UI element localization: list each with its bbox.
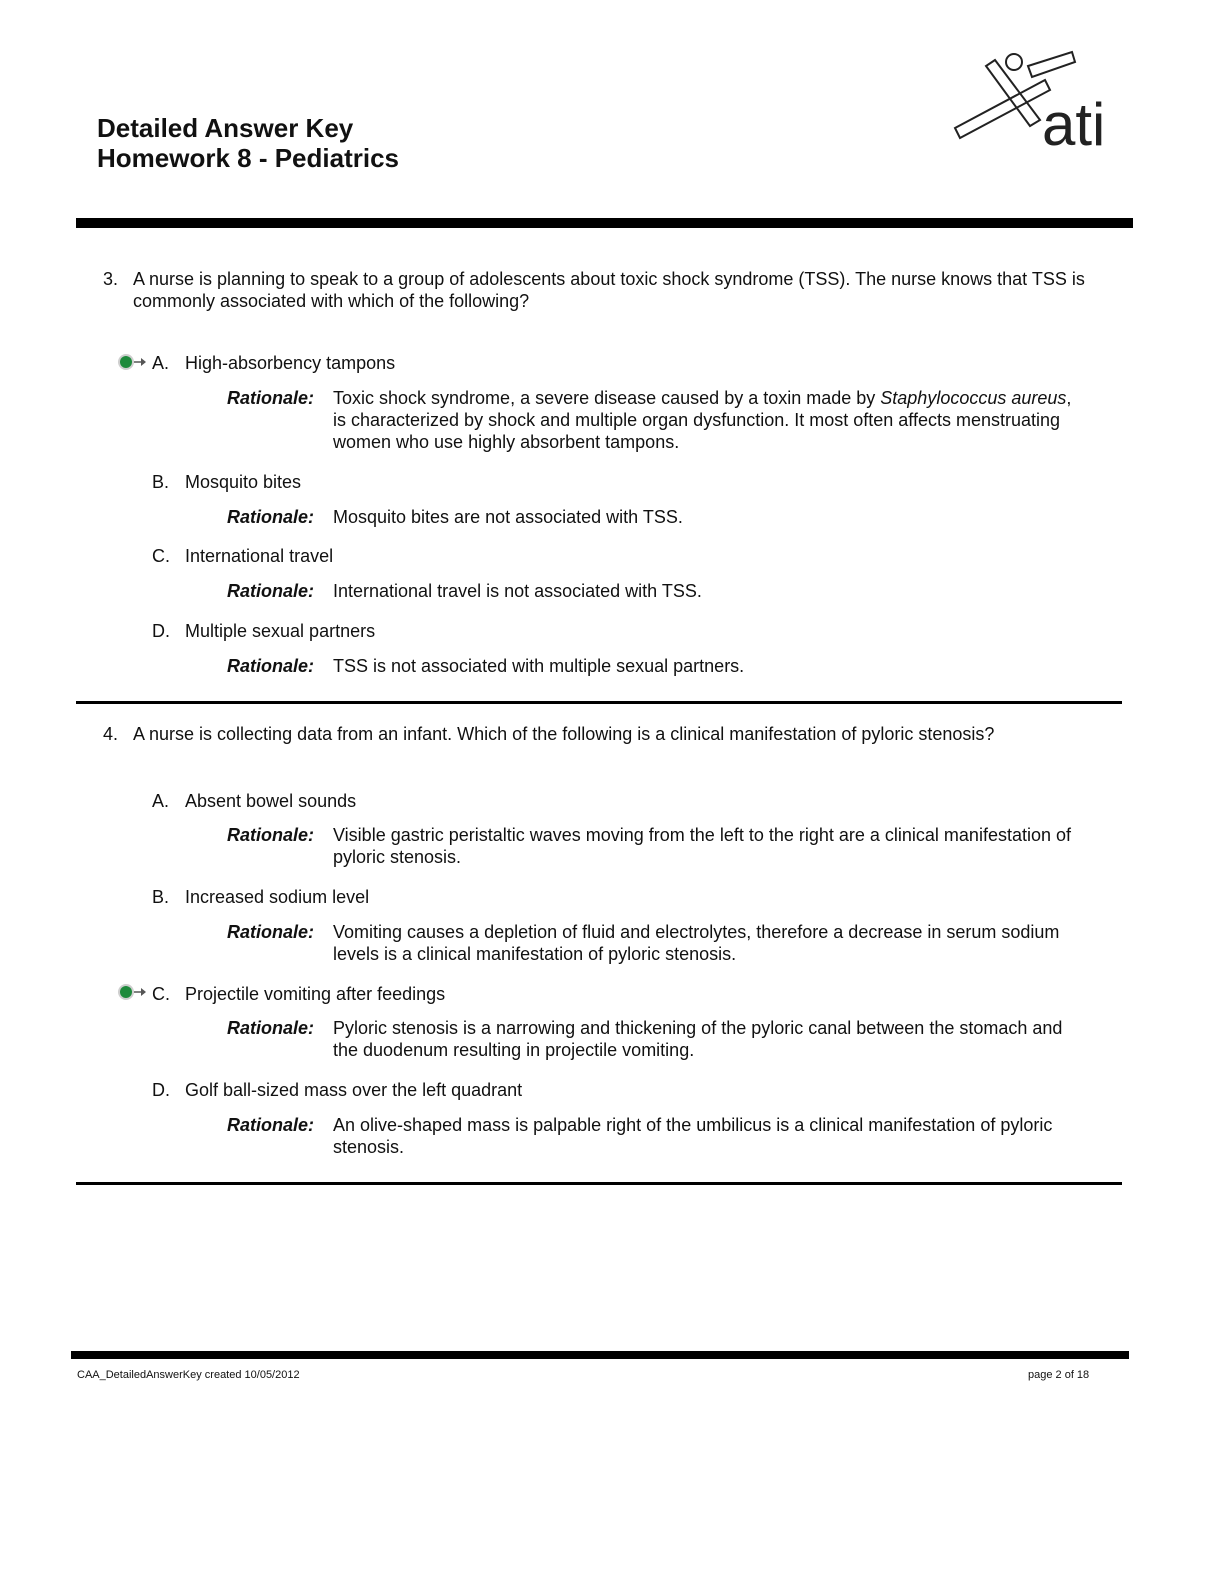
- option-text: Multiple sexual partners: [185, 621, 376, 641]
- question-number: 4.: [103, 724, 119, 744]
- rationale-text: An olive-shaped mass is palpable right of the umbilicus is a clinical manifestation of pyloric stenosis.: [333, 1115, 1053, 1157]
- ati-logo: [950, 50, 1125, 150]
- option-c: [152, 545, 333, 567]
- rationale-b: [227, 921, 1077, 965]
- header-rule: [76, 218, 1133, 228]
- rationale-b: [227, 506, 1077, 528]
- option-letter: B.: [152, 472, 170, 492]
- title-line-1: Detailed Answer Key: [97, 113, 354, 143]
- rationale-text: International travel is not associated with TSS.: [333, 581, 702, 601]
- footer-rule: [71, 1351, 1129, 1359]
- rationale-text: Pyloric stenosis is a narrowing and thickening of the pyloric canal between the stomach and the duodenum resulting in projectile vomiting.: [333, 1018, 1063, 1060]
- option-a: [152, 790, 356, 812]
- option-a: [152, 352, 395, 374]
- title-line-2: Homework 8 - Pediatrics: [97, 143, 399, 173]
- rationale-label: Rationale:: [227, 656, 315, 676]
- footer-doc-info: CAA_DetailedAnswerKey created 10/05/2012: [77, 1369, 300, 1381]
- option-letter: A.: [152, 353, 170, 373]
- rationale-label: Rationale:: [227, 922, 315, 942]
- rationale-text: Toxic shock syndrome, a severe disease caused by a toxin made by Staphylococcus aureus, is characterized by shock and multiple organ dysfunction. It most often affects menstruating women who use highly absorbent tampons.: [333, 388, 1072, 452]
- question-divider: [76, 1182, 1122, 1185]
- rationale-label: Rationale:: [227, 1018, 315, 1038]
- rationale-c: [227, 1017, 1077, 1061]
- question-stem: A nurse is collecting data from an infant. Which of the following is a clinical manifestation of pyloric stenosis?: [133, 724, 995, 744]
- question-number: 3.: [103, 269, 119, 289]
- option-text: Mosquito bites: [185, 472, 302, 492]
- option-text: Golf ball-sized mass over the left quadrant: [185, 1080, 523, 1100]
- option-d: [152, 620, 375, 642]
- option-letter: C.: [152, 546, 170, 566]
- option-d: [152, 1079, 522, 1101]
- option-text: High-absorbency tampons: [185, 353, 396, 373]
- rationale-label: Rationale:: [227, 581, 315, 601]
- rationale-text: Visible gastric peristaltic waves moving from the left to the right are a clinical manifestation of pyloric stenosis.: [333, 825, 1071, 867]
- organism-name: Staphylococcus aureus: [880, 388, 1067, 408]
- correct-answer-marker-icon: [116, 353, 146, 371]
- option-text: International travel: [185, 546, 334, 566]
- question-3: [103, 268, 1103, 312]
- option-letter: A.: [152, 791, 170, 811]
- option-letter: C.: [152, 984, 170, 1004]
- option-text: Absent bowel sounds: [185, 791, 357, 811]
- rationale-d: [227, 655, 1077, 677]
- rationale-text: Mosquito bites are not associated with TSS.: [333, 507, 683, 527]
- rationale-label: Rationale:: [227, 825, 315, 845]
- rationale-d: [227, 1114, 1077, 1158]
- correct-answer-marker-icon: [116, 983, 146, 1001]
- option-letter: D.: [152, 621, 170, 641]
- rationale-text: TSS is not associated with multiple sexual partners.: [333, 656, 745, 676]
- option-c: [152, 983, 445, 1005]
- rationale-a: [227, 824, 1077, 868]
- rationale-c: [227, 580, 1077, 602]
- page-title: [97, 113, 399, 173]
- question-4: [103, 723, 1113, 745]
- logo-text: ati: [1042, 91, 1106, 150]
- option-letter: B.: [152, 887, 170, 907]
- rationale-label: Rationale:: [227, 388, 315, 408]
- option-b: [152, 471, 301, 493]
- rationale-label: Rationale:: [227, 507, 315, 527]
- question-stem: A nurse is planning to speak to a group of adolescents about toxic shock syndrome (TSS). The nurse knows that TSS is commonly associated with which of the following?: [133, 269, 1085, 311]
- option-text: Increased sodium level: [185, 887, 370, 907]
- option-b: [152, 886, 369, 908]
- page-number: page 2 of 18: [1028, 1369, 1090, 1381]
- question-divider: [76, 701, 1122, 704]
- rationale-a: [227, 387, 1077, 453]
- option-text: Projectile vomiting after feedings: [185, 984, 446, 1004]
- option-letter: D.: [152, 1080, 170, 1100]
- rationale-label: Rationale:: [227, 1115, 315, 1135]
- rationale-text: Vomiting causes a depletion of fluid and electrolytes, therefore a decrease in serum sodium levels is a clinical manifestation of pyloric stenosis.: [333, 922, 1060, 964]
